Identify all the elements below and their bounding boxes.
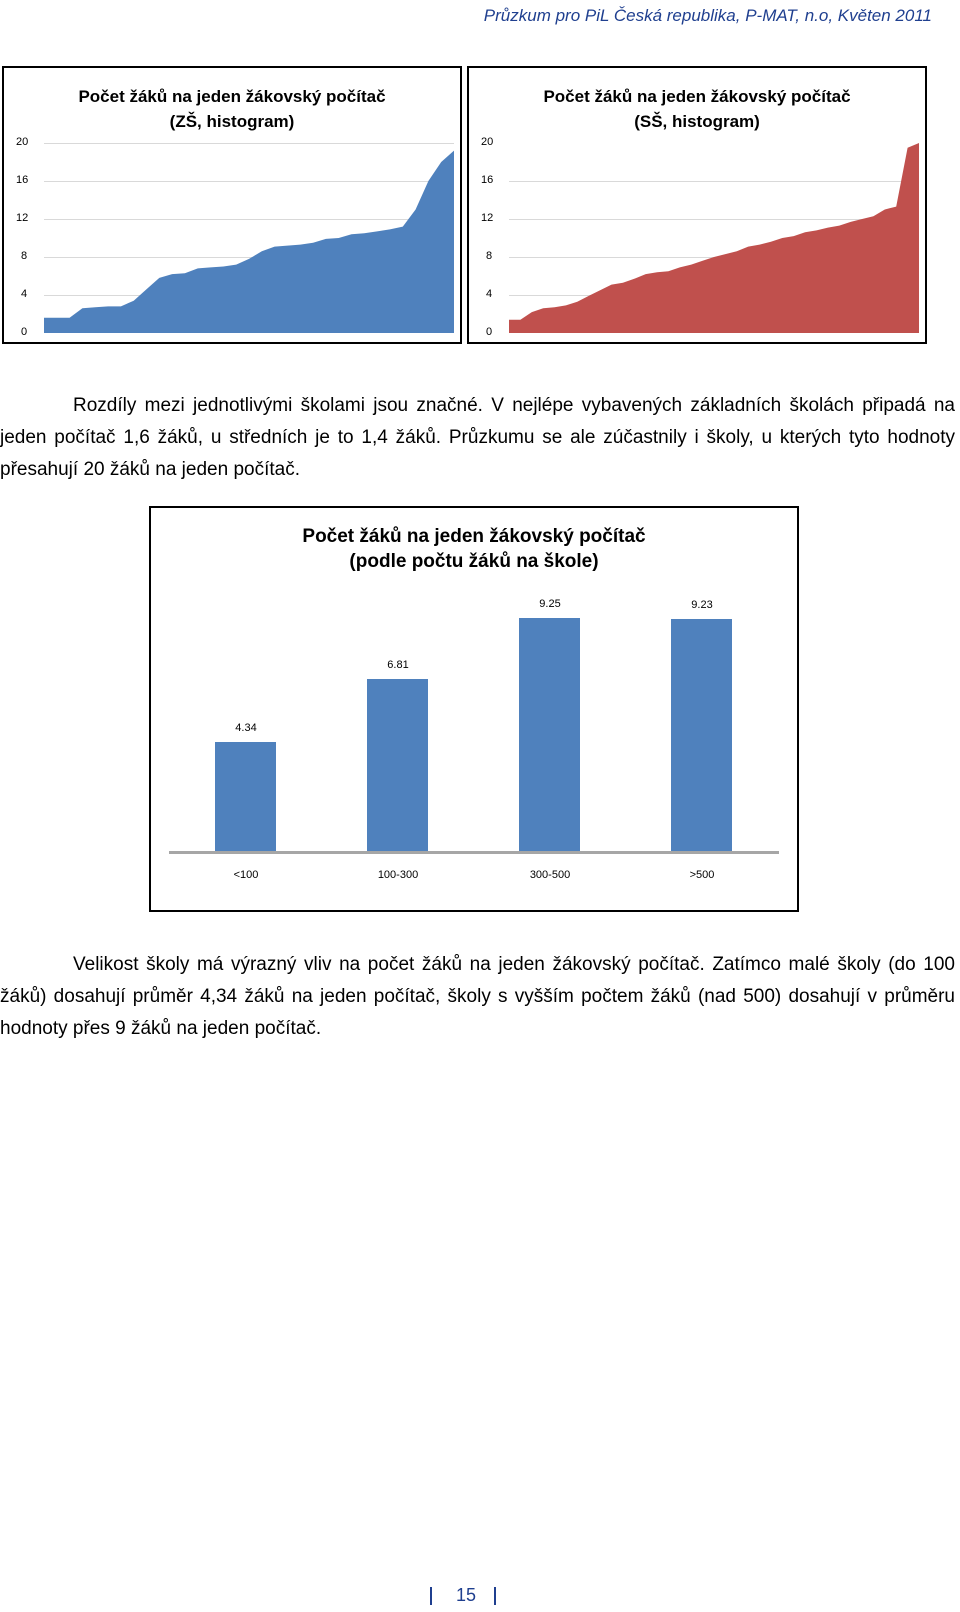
y-tick: 12 <box>481 212 494 224</box>
chart-size-title-line1: Počet žáků na jeden žákovský počítač <box>302 526 646 547</box>
bar <box>671 619 732 851</box>
page-header: Průzkum pro PiL Česká republika, P-MAT, n.o, Květen 2011 <box>483 6 932 25</box>
bar-value-label: 9.23 <box>691 598 713 611</box>
chart-zs-title-line1: Počet žáků na jeden žákovský počítač <box>78 87 386 106</box>
page-number-text: 15 <box>456 1585 477 1605</box>
y-tick: 4 <box>21 288 28 300</box>
bar <box>519 618 580 851</box>
chart-size-title-line2: (podle počtu žáků na škole) <box>349 551 599 572</box>
y-tick: 20 <box>481 136 494 148</box>
y-tick: 16 <box>481 174 494 186</box>
y-tick: 0 <box>21 326 28 338</box>
paragraph-school-size <box>0 949 955 1045</box>
bar <box>215 742 276 851</box>
histogram-area <box>509 143 919 333</box>
y-tick: 20 <box>16 136 29 148</box>
x-axis-line <box>169 851 779 854</box>
y-tick: 0 <box>486 326 493 338</box>
y-tick: 12 <box>16 212 29 224</box>
chart-ss-title-line1: Počet žáků na jeden žákovský počítač <box>543 87 851 106</box>
x-tick-label: 300-500 <box>529 869 571 881</box>
chart-ss-title-line2: (SŠ, histogram) <box>634 112 760 131</box>
zs-area-plot <box>44 68 456 346</box>
x-tick-label: >500 <box>689 869 715 881</box>
paragraph-differences-text: Rozdíly mezi jednotlivými školami jsou značné. V nejlépe vybavených základních školách připadá na jeden počítač 1,6 žáků, u středních je to 1,4 žáků. Průzkumu se ale zúčastnily i školy, u kterých tyto hodnoty přesahují 20 žáků na jeden počítač. <box>0 395 955 480</box>
chart-size-title <box>151 524 797 574</box>
page-number <box>430 1585 496 1606</box>
y-tick: 16 <box>16 174 29 186</box>
bar-value-label: 9.25 <box>539 598 561 610</box>
y-tick: 8 <box>21 250 28 262</box>
y-tick: 8 <box>486 250 493 262</box>
bar-value-label: 4.34 <box>235 721 257 734</box>
y-tick: 4 <box>486 288 493 300</box>
ss-area-plot <box>509 68 921 346</box>
paragraph-school-size-text: Velikost školy má výrazný vliv na počet žáků na jeden žákovský počítač. Zatímco malé školy (do 100 žáků) dosahují průměr 4,34 žáků na jeden počítač, školy s vyšším počtem žáků (nad 500) dosahují v průměru hodnoty přes 9 žáků na jeden počítač. <box>0 954 955 1039</box>
chart-school-size <box>149 506 799 912</box>
chart-zs-histogram <box>2 66 462 344</box>
paragraph-differences <box>0 390 955 486</box>
x-tick-label: <100 <box>233 869 259 881</box>
chart-ss-histogram <box>467 66 927 344</box>
bar-value-label: 6.81 <box>387 659 409 672</box>
histogram-area <box>44 151 454 333</box>
bar <box>367 679 428 851</box>
x-tick-label: 100-300 <box>377 869 419 881</box>
chart-zs-title-line2: (ZŠ, histogram) <box>169 112 295 131</box>
